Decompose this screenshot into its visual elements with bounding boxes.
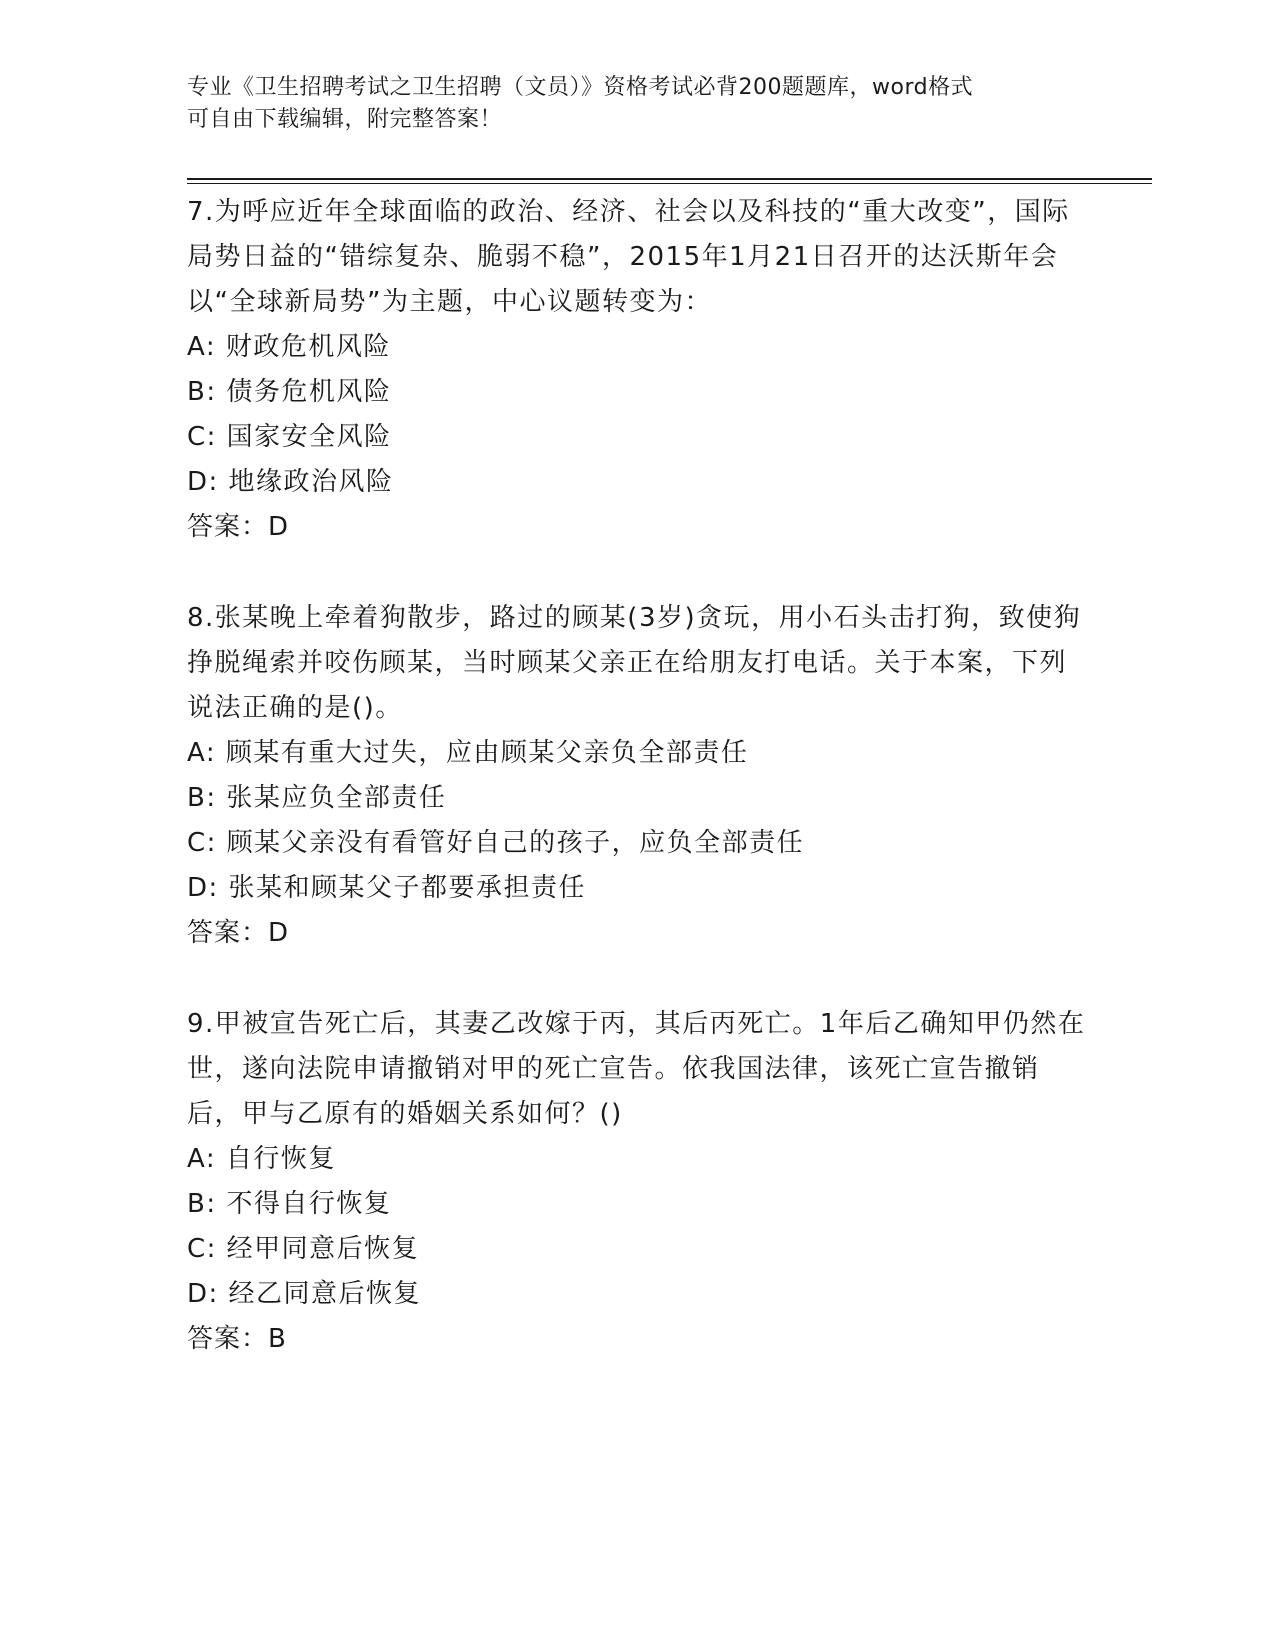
- question-9: [187, 1002, 1087, 1362]
- option-a: A: 财政危机风险: [187, 332, 391, 362]
- document-header: [187, 72, 1087, 136]
- question-7: [187, 190, 1087, 550]
- header-divider-thin: [187, 183, 1152, 184]
- header-line-2: 可自由下载编辑，附完整答案！: [187, 107, 503, 132]
- question-text: 7.为呼应近年全球面临的政治、经济、社会以及科技的“重大改变”，国际局势日益的“错综复杂、脆弱不稳”，2015年1月21日召开的达沃斯年会以“全球新局势”为主题，中心议题转变为：: [187, 197, 1070, 317]
- question-text: 8.张某晚上牵着狗散步，路过的顾某(3岁)贪玩，用小石头击打狗，致使狗挣脱绳索并咬伤顾某，当时顾某父亲正在给朋友打电话。关于本案，下列说法正确的是()。: [187, 603, 1082, 723]
- answer: 答案：D: [187, 512, 290, 542]
- option-d: D: 经乙同意后恢复: [187, 1279, 422, 1309]
- option-a: A: 自行恢复: [187, 1144, 336, 1174]
- option-b: B: 张某应负全部责任: [187, 783, 447, 813]
- answer: 答案：B: [187, 1324, 287, 1354]
- option-c: C: 国家安全风险: [187, 422, 392, 452]
- option-b: B: 债务危机风险: [187, 377, 392, 407]
- option-c: C: 顾某父亲没有看管好自己的孩子，应负全部责任: [187, 828, 805, 858]
- answer: 答案：D: [187, 918, 290, 948]
- header-divider-thick: [187, 178, 1152, 180]
- question-8: [187, 596, 1087, 956]
- option-d: D: 地缘政治风险: [187, 467, 394, 497]
- option-d: D: 张某和顾某父子都要承担责任: [187, 873, 587, 903]
- option-b: B: 不得自行恢复: [187, 1189, 392, 1219]
- header-line-1: 专业《卫生招聘考试之卫生招聘（文员）》资格考试必背200题题库，word格式: [187, 75, 974, 100]
- question-list: [187, 190, 1087, 1408]
- question-text: 9.甲被宣告死亡后，其妻乙改嫁于丙，其后丙死亡。1年后乙确知甲仍然在世，遂向法院申请撤销对甲的死亡宣告。依我国法律，该死亡宣告撤销后，甲与乙原有的婚姻关系如何？(): [187, 1009, 1086, 1129]
- option-a: A: 顾某有重大过失，应由顾某父亲负全部责任: [187, 738, 749, 768]
- option-c: C: 经甲同意后恢复: [187, 1234, 420, 1264]
